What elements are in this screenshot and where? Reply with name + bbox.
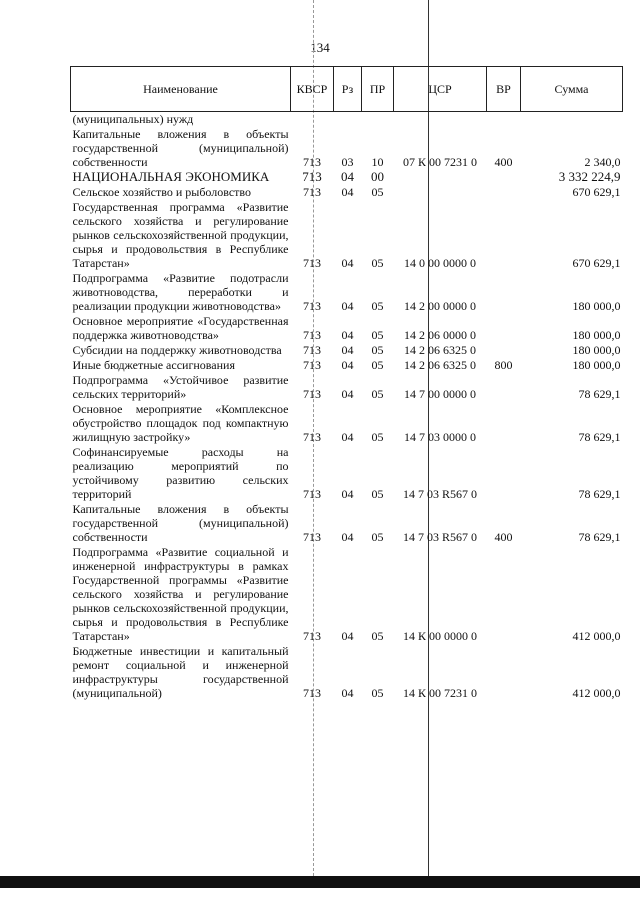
cell-sum	[521, 112, 623, 128]
cell-name: Подпрограмма «Устойчивое развитие сельских территорий»	[72, 373, 289, 401]
cell-kvsr: 713	[303, 430, 321, 444]
cell-vr: 800	[494, 358, 513, 372]
cell-vr	[487, 170, 521, 185]
cell-pr	[362, 112, 394, 128]
cell-csr: 14 2 06 6325 0	[404, 343, 476, 357]
cell-pr: 05	[371, 629, 384, 643]
cell-pr: 05	[371, 299, 384, 313]
cell-rz	[334, 112, 362, 128]
cell-pr: 10	[371, 155, 384, 169]
cell-kvsr: 713	[303, 328, 321, 342]
table-row	[71, 314, 623, 343]
cell-vr	[487, 445, 521, 502]
cell-rz: 04	[341, 487, 354, 501]
cell-vr	[487, 185, 521, 200]
cell-rz: 04	[341, 358, 354, 372]
header-name: Наименование	[71, 67, 291, 112]
cell-pr: 05	[371, 256, 384, 270]
cell-sum: 78 629,1	[578, 487, 621, 501]
cell-rz: 04	[341, 256, 354, 270]
cell-kvsr: 713	[303, 629, 321, 643]
cell-name: Подпрограмма «Развитие подотрасли животноводства, переработки и реализации продукции животноводства»	[72, 271, 289, 313]
cell-sum: 2 340,0	[584, 155, 621, 169]
cell-vr	[487, 373, 521, 402]
cell-rz: 04	[341, 343, 354, 357]
cell-name: Сельское хозяйство и рыболовство	[72, 185, 252, 199]
cell-kvsr: 713	[303, 358, 321, 372]
cell-sum: 78 629,1	[578, 430, 621, 444]
cell-vr	[487, 271, 521, 314]
cell-sum: 670 629,1	[572, 256, 621, 270]
cell-csr: 14 7 03 R567 0	[402, 530, 477, 544]
cell-csr	[394, 185, 487, 200]
cell-rz: 04	[341, 387, 354, 401]
cell-csr: 14 К 00 7231 0	[402, 686, 477, 700]
cell-rz: 04	[341, 686, 354, 700]
cell-vr	[487, 200, 521, 271]
scan-bottom-edge	[0, 876, 640, 888]
cell-sum: 180 000,0	[572, 343, 621, 357]
cell-csr: 14 К 00 0000 0	[402, 629, 477, 643]
header-vr: ВР	[487, 67, 521, 112]
cell-name: Софинансируемые расходы на реализацию мероприятий по устойчивому развитию сельских территорий	[72, 445, 289, 501]
cell-name: Подпрограмма «Развитие социальной и инженерной инфраструктуры в рамках Государственной программы «Развитие сельского хозяйства и регулирование рынков сельскохозяйственной продукции, сырья и продовольствия в Республике Татарстан»	[72, 545, 289, 643]
cell-csr: 07 К 00 7231 0	[402, 155, 477, 169]
cell-rz: 04	[341, 629, 354, 643]
page-number: 134	[310, 40, 330, 55]
cell-rz: 04	[341, 185, 354, 199]
table-row	[71, 271, 623, 314]
cell-kvsr: 713	[303, 387, 321, 401]
header-rz: Рз	[334, 67, 362, 112]
table-row	[71, 445, 623, 502]
cell-sum: 78 629,1	[578, 530, 621, 544]
cell-pr: 05	[371, 387, 384, 401]
cell-rz: 04	[341, 430, 354, 444]
cell-vr: 400	[494, 155, 513, 169]
cell-sum: 180 000,0	[572, 299, 621, 313]
table-row	[71, 170, 623, 185]
cell-rz: 04	[341, 169, 354, 184]
cell-csr: 14 2 06 0000 0	[404, 328, 476, 342]
cell-csr: 14 7 03 0000 0	[404, 430, 476, 444]
cell-name: Бюджетные инвестиции и капитальный ремонт социальной и инженерной инфраструктуры государственной (муниципальной)	[72, 644, 289, 700]
cell-name: Субсидии на поддержку животноводства	[72, 343, 282, 357]
cell-name: Основное мероприятие «Комплексное обустройство площадок под компактную жилищную застройку»	[72, 402, 289, 444]
cell-rz: 03	[341, 155, 354, 169]
cell-kvsr: 713	[303, 185, 321, 199]
cell-vr	[487, 545, 521, 644]
cell-kvsr: 713	[303, 256, 321, 270]
table-row	[71, 402, 623, 445]
cell-pr: 05	[371, 430, 384, 444]
table-row	[71, 358, 623, 373]
cell-kvsr: 713	[303, 155, 321, 169]
table-header	[71, 67, 623, 112]
table-row	[71, 644, 623, 701]
cell-kvsr: 713	[302, 169, 322, 184]
cell-kvsr: 713	[303, 299, 321, 313]
cell-sum: 180 000,0	[572, 328, 621, 342]
cell-pr: 05	[371, 328, 384, 342]
cell-name: (муниципальных) нужд	[72, 112, 194, 126]
table-row	[71, 502, 623, 545]
cell-pr: 00	[371, 169, 384, 184]
table-row	[71, 112, 623, 128]
header-csr: ЦСР	[394, 67, 487, 112]
cell-sum: 3 332 224,9	[558, 169, 621, 184]
cell-vr: 400	[494, 530, 513, 544]
cell-vr	[487, 314, 521, 343]
cell-rz: 04	[341, 328, 354, 342]
header-pr: ПР	[362, 67, 394, 112]
cell-name: Государственная программа «Развитие сельского хозяйства и регулирование рынков сельскохозяйственной продукции, сырья и продовольствия в Республике Татарстан»	[72, 200, 289, 270]
cell-pr: 05	[371, 358, 384, 372]
cell-pr: 05	[371, 343, 384, 357]
cell-kvsr: 713	[303, 686, 321, 700]
cell-csr: 14 0 00 0000 0	[404, 256, 476, 270]
cell-sum: 670 629,1	[572, 185, 621, 199]
cell-name: НАЦИОНАЛЬНАЯ ЭКОНОМИКА	[72, 169, 270, 184]
table-row	[71, 545, 623, 644]
cell-kvsr: 713	[303, 343, 321, 357]
cell-kvsr	[291, 112, 334, 128]
cell-name: Капитальные вложения в объекты государственной (муниципальной) собственности	[72, 127, 289, 169]
cell-pr: 05	[371, 530, 384, 544]
cell-vr	[487, 402, 521, 445]
header-kvsr: КВСР	[291, 67, 334, 112]
table-row	[71, 200, 623, 271]
cell-sum: 412 000,0	[572, 686, 621, 700]
cell-vr	[487, 644, 521, 701]
cell-name: Иные бюджетные ассигнования	[72, 358, 235, 372]
budget-table	[70, 66, 623, 701]
cell-sum: 180 000,0	[572, 358, 621, 372]
cell-csr	[394, 112, 487, 128]
cell-rz: 04	[341, 530, 354, 544]
cell-vr	[487, 343, 521, 358]
cell-csr	[394, 170, 487, 185]
table-row	[71, 185, 623, 200]
cell-kvsr: 713	[303, 487, 321, 501]
cell-pr: 05	[371, 487, 384, 501]
cell-name: Основное мероприятие «Государственная поддержка животноводства»	[72, 314, 289, 342]
cell-csr: 14 7 03 R567 0	[402, 487, 477, 501]
cell-sum: 78 629,1	[578, 387, 621, 401]
cell-csr: 14 7 00 0000 0	[404, 387, 476, 401]
table-row	[71, 127, 623, 170]
header-sum: Сумма	[521, 67, 623, 112]
cell-pr: 05	[371, 185, 384, 199]
cell-sum: 412 000,0	[572, 629, 621, 643]
cell-name: Капитальные вложения в объекты государственной (муниципальной) собственности	[72, 502, 289, 544]
cell-kvsr: 713	[303, 530, 321, 544]
cell-csr: 14 2 06 6325 0	[404, 358, 476, 372]
cell-vr	[487, 112, 521, 128]
cell-pr: 05	[371, 686, 384, 700]
cell-csr: 14 2 00 0000 0	[404, 299, 476, 313]
table-body	[71, 112, 623, 702]
table-row	[71, 373, 623, 402]
table-row	[71, 343, 623, 358]
cell-rz: 04	[341, 299, 354, 313]
